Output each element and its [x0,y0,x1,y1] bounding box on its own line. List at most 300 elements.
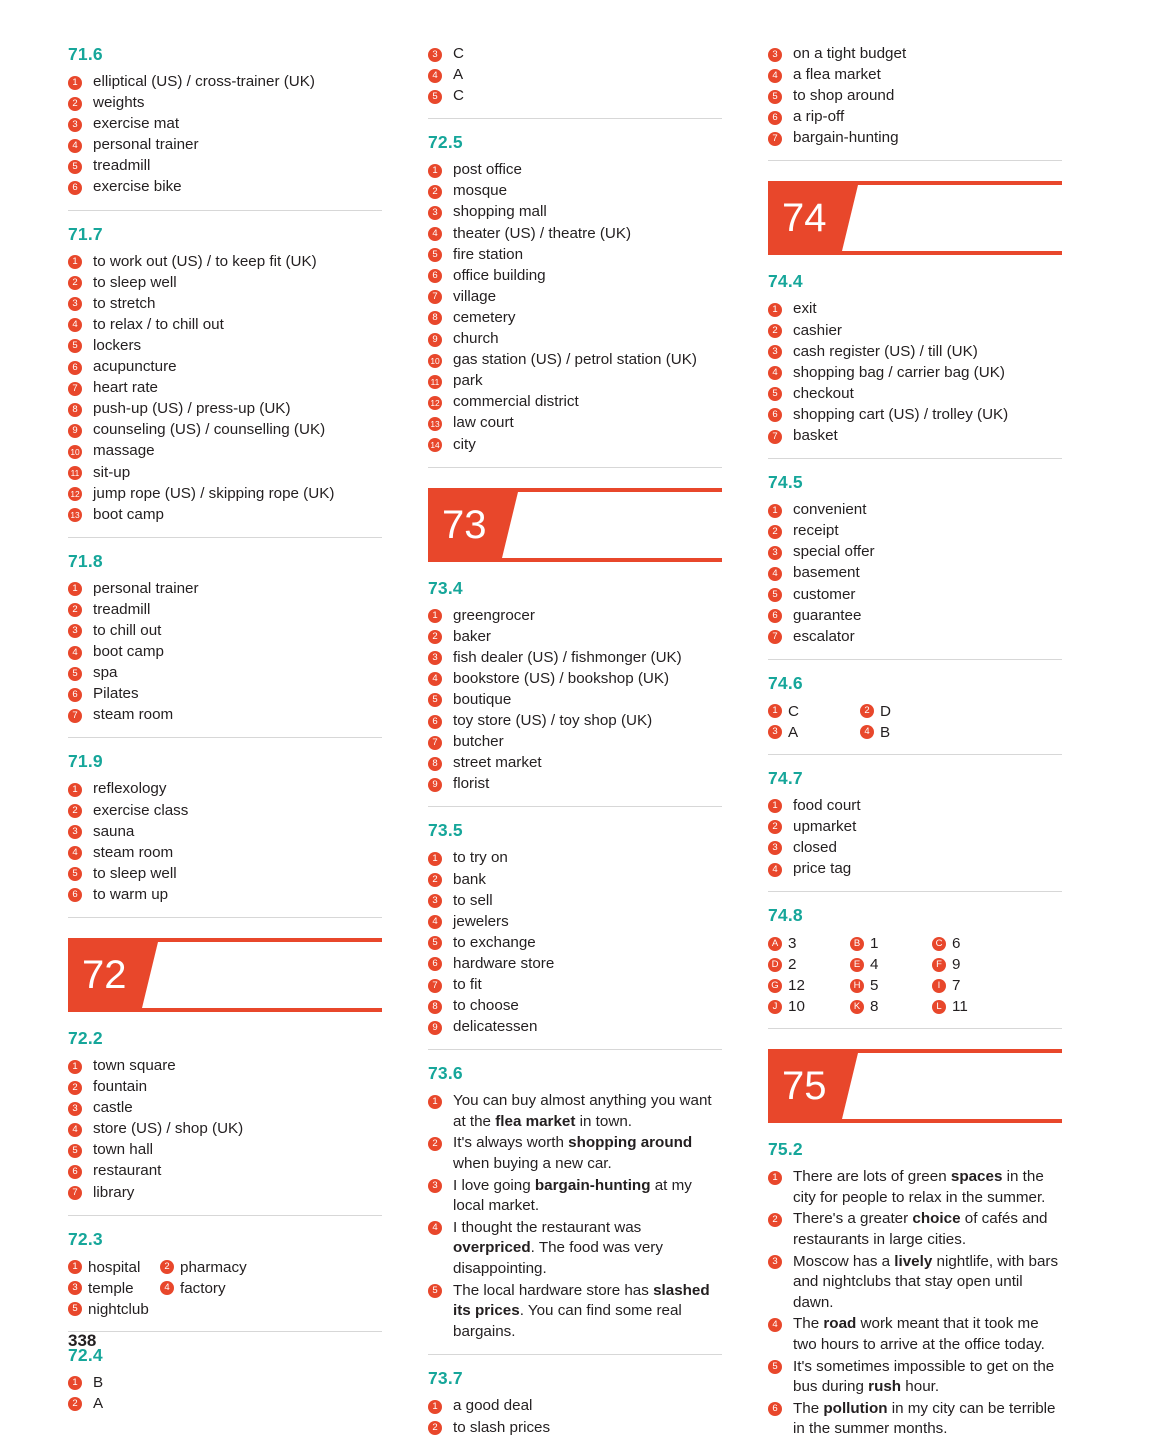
section-title: 74.7 [768,767,803,788]
answer-item [428,181,722,202]
answer-text: nightlife, with bars and nightclubs that stay open until dawn. [793,1252,1059,1311]
item-number-badge: 1 [68,1376,82,1390]
answer-text: Pilates [93,685,139,703]
answer-item [68,822,382,843]
item-number-badge: 12 [428,396,442,410]
answer-item [768,933,832,954]
answer-text: treadmill [93,157,151,175]
answer-list [68,72,382,198]
answer-item [68,1257,142,1278]
answer-sentence [768,1357,1062,1398]
item-number-badge: 4 [428,915,442,929]
answer-item [768,954,832,975]
answer-text: checkout [793,384,854,402]
banner-wedge [842,1053,858,1119]
item-number-badge: 7 [768,132,782,146]
item-number-badge: 1 [768,704,782,718]
answer-item [768,722,842,743]
answer-text: A [788,723,799,741]
section-title: 72.2 [68,1028,103,1048]
answer-item [428,648,722,669]
item-number-badge: 3 [68,1102,82,1116]
answer-text: D [880,702,891,720]
banner-bottom-bar [768,251,1062,255]
item-number-badge: 3 [768,725,782,739]
answer-item [768,384,1062,405]
item-number-badge: 7 [768,430,782,444]
answer-item [428,933,722,954]
answer-text: toy store (US) / toy shop (UK) [453,712,653,730]
section-title: 72.5 [428,132,463,153]
item-number-badge: 3 [768,1255,782,1269]
answer-text: 4 [870,956,879,974]
item-number-badge: 5 [68,1144,82,1158]
answer-item [428,413,722,434]
answer-text: There are lots of green [793,1168,951,1186]
answer-text: price tag [793,860,852,878]
answer-text: exercise class [93,801,189,819]
answer-row [68,1299,382,1320]
answer-text: basement [793,564,860,582]
answer-text: at my local market. [453,1176,692,1215]
item-number-badge: 5 [428,936,442,950]
answer-keyword: road [823,1315,857,1333]
item-number-badge: 1 [768,799,782,813]
answer-text: 10 [788,998,805,1016]
answer-item [768,321,1062,342]
item-number-badge: 4 [68,846,82,860]
answer-text: to stretch [93,294,156,312]
answer-item [68,1119,382,1140]
answer-text: village [453,287,497,305]
section-title: 71.8 [68,550,103,571]
item-number-badge: 2 [68,603,82,617]
item-number-badge: 5 [768,588,782,602]
answer-text: It's sometimes impossible to get on the bus during [793,1357,1055,1396]
answer-text: delicatessen [453,1018,538,1036]
answer-list [768,299,1062,446]
answer-item [428,1418,722,1439]
page-number: 338 [68,1331,97,1350]
answer-keyword: bargain-hunting [534,1176,651,1194]
answer-text: gas station (US) / petrol station (UK) [453,351,697,369]
item-number-badge: 8 [428,311,442,325]
answer-text: It's always worth [453,1134,569,1152]
answer-text: town hall [93,1141,153,1159]
item-number-badge: 7 [68,709,82,723]
unit-number: 73 [442,502,487,547]
item-number-badge: 5 [768,1360,782,1374]
banner-wedge [842,185,858,251]
answer-item [68,1299,149,1320]
answer-text: spa [93,664,118,682]
item-number-badge: 13 [68,508,82,522]
answer-text: food court [793,796,861,814]
item-number-badge: 5 [68,339,82,353]
answer-text: commercial district [453,393,579,411]
answer-list [768,500,1062,647]
answer-text: There's a greater [793,1210,913,1228]
item-number-badge: 3 [68,624,82,638]
answer-sentence [428,1281,722,1343]
banner-wedge [142,942,158,1008]
answer-item [68,72,382,93]
answer-item [428,669,722,690]
unit-number: 75 [782,1064,827,1109]
item-number-badge: 1 [428,852,442,866]
answer-list [68,779,382,905]
item-number-badge: 2 [860,704,874,718]
answer-text: church [453,330,499,348]
answer-text: to choose [453,997,519,1015]
section-72.4-cont [428,44,722,119]
answer-text: to slash prices [453,1418,551,1436]
answer-text: escalator [793,627,855,645]
answer-text: nightclub [88,1300,149,1318]
answer-text: to chill out [93,621,162,639]
section-71.9 [68,751,382,918]
answer-item [428,371,722,392]
item-number-badge: 4 [768,863,782,877]
item-number-badge: 1 [68,582,82,596]
answer-text: 9 [952,956,961,974]
item-number-badge: 5 [68,160,82,174]
answer-row [68,1278,382,1299]
item-number-badge: K [850,1000,864,1014]
column-3 [746,44,1086,1438]
item-number-badge: D [768,958,782,972]
item-number-badge: E [850,958,864,972]
answer-text: A [93,1394,104,1412]
item-number-badge: 6 [428,957,442,971]
answer-text: Moscow has a [793,1252,895,1270]
answer-item [428,435,722,456]
answer-item [428,160,722,181]
answer-text: hardware store [453,954,555,972]
answer-text: hospital [88,1258,141,1276]
item-number-badge: 1 [428,164,442,178]
answer-text: jump rope (US) / skipping rope (UK) [93,484,335,502]
answer-item [768,701,842,722]
section-74.8 [768,905,1062,1029]
answer-item [768,65,1062,86]
item-number-badge: 9 [428,778,442,792]
answer-text: reflexology [93,780,167,798]
answer-text: shopping cart (US) / trolley (UK) [793,405,1009,423]
item-number-badge: 5 [68,1302,82,1316]
item-number-badge: 4 [68,139,82,153]
section-73.6 [428,1063,722,1355]
item-number-badge: 1 [68,76,82,90]
item-number-badge: 13 [428,417,442,431]
answer-text: C [453,87,464,105]
answer-text: 1 [870,935,879,953]
answer-keyword: shopping around [568,1134,693,1152]
answer-text: fish dealer (US) / fishmonger (UK) [453,648,682,666]
item-number-badge: 7 [428,736,442,750]
answer-item [768,500,1062,521]
item-number-badge: 10 [68,445,82,459]
answer-text: sit-up [93,463,131,481]
answer-text: street market [453,754,542,772]
answer-item [428,870,722,891]
answer-text: to work out (US) / to keep fit (UK) [93,252,317,270]
section-title: 72.3 [68,1228,103,1249]
answer-row [768,701,1062,722]
answer-item [68,1077,382,1098]
item-number-badge: 4 [860,725,874,739]
answer-item [68,1278,142,1299]
answer-text: basket [793,427,838,445]
answer-item [850,933,914,954]
item-number-badge: 6 [768,408,782,422]
section-74.4 [768,271,1062,459]
item-number-badge: 2 [68,804,82,818]
answer-item [68,463,382,484]
answer-text: exercise bike [93,178,182,196]
item-number-badge: B [850,937,864,951]
item-number-badge: 7 [768,630,782,644]
answer-text: boutique [453,690,512,708]
answer-item [68,1394,382,1415]
item-number-badge: 6 [428,715,442,729]
section-title: 73.6 [428,1063,463,1084]
answer-text: factory [180,1279,226,1297]
answer-text: to shop around [793,87,895,105]
item-number-badge: 1 [68,783,82,797]
answer-item [428,44,722,65]
section-71.8 [68,551,382,739]
answer-text: The [793,1315,824,1333]
answer-text: customer [793,585,856,603]
unit-banner [768,181,1062,255]
answer-list [428,848,722,1037]
answer-text: on a tight budget [793,45,907,62]
section-title: 71.7 [68,223,103,244]
answer-text: of cafés and restaurants in large cities. [793,1210,1048,1248]
section-72.2 [68,1028,382,1216]
answer-text: fountain [93,1078,148,1096]
answer-text: to warm up [93,885,169,903]
answer-text: fire station [453,245,524,263]
section-71.6 [68,44,382,211]
item-number-badge: 4 [428,227,442,241]
answer-text: upmarket [793,817,857,835]
item-number-badge: 4 [428,1221,442,1235]
item-number-badge: 3 [68,297,82,311]
item-number-badge: F [932,958,946,972]
section-73.5 [428,820,722,1050]
answer-text: B [93,1373,104,1391]
answer-keyword: slashed its prices [453,1281,710,1320]
item-number-badge: 4 [428,672,442,686]
answer-text: special offer [793,543,875,561]
item-number-badge: 4 [428,69,442,83]
answer-row [68,1257,382,1278]
answer-sentence [768,1252,1062,1314]
section-72.5 [428,132,722,467]
item-number-badge: 6 [68,888,82,902]
answer-sentence [428,1218,722,1280]
item-number-badge: 8 [428,757,442,771]
answer-text: 8 [870,998,879,1016]
answer-item [68,252,382,273]
answer-item [428,627,722,648]
item-number-badge: 3 [428,48,442,62]
answer-item [428,732,722,753]
item-number-badge: 1 [768,504,782,518]
answer-item [768,426,1062,447]
answer-item [768,838,1062,859]
answer-item [932,933,996,954]
answer-text: steam room [93,706,174,724]
answer-item [428,848,722,869]
answer-item [428,996,722,1017]
section-title: 73.4 [428,577,463,598]
item-number-badge: 3 [68,118,82,132]
answer-text: 5 [870,977,879,995]
item-number-badge: 10 [428,354,442,368]
unit-number: 74 [782,196,827,241]
answer-item [428,753,722,774]
answer-item [768,796,1062,817]
answer-list [68,579,382,726]
answer-text: shopping bag / carrier bag (UK) [793,363,1005,381]
section-title: 74.5 [768,472,803,493]
answer-item [68,135,382,156]
item-number-badge: 5 [428,693,442,707]
answer-text: guarantee [793,606,862,624]
answer-text: a rip-off [793,108,845,126]
item-number-badge: 2 [768,324,782,338]
answer-text: 12 [788,977,805,995]
answer-text: acupuncture [93,358,177,376]
section-title: 74.6 [768,672,803,693]
answer-list [428,1396,722,1438]
answer-text: bargain-hunting [793,129,899,147]
answer-item [68,378,382,399]
answer-text: The local hardware store has [453,1281,654,1299]
section-72.4 [68,1345,382,1426]
answer-text: steam room [93,843,174,861]
item-number-badge: 3 [768,345,782,359]
answer-list [428,606,722,795]
answer-item [428,606,722,627]
answer-text: library [93,1183,135,1201]
answer-text: lockers [93,336,142,354]
item-number-badge: 2 [428,873,442,887]
answer-text: sauna [93,822,135,840]
answer-text: cashier [793,321,842,339]
answer-item [68,93,382,114]
item-number-badge: 4 [160,1281,174,1295]
item-number-badge: 2 [768,820,782,834]
answer-row [768,933,1062,954]
answer-sentence [768,1314,1062,1355]
section-title: 74.4 [768,271,803,292]
item-number-badge: 6 [428,269,442,283]
item-number-badge: 6 [68,181,82,195]
answer-text: to sleep well [93,273,177,291]
answer-keyword: choice [912,1210,961,1228]
answer-text: A [453,66,464,84]
answer-item [68,177,382,198]
item-number-badge: 4 [768,1318,782,1332]
item-number-badge: 4 [768,567,782,581]
item-number-badge: 5 [428,90,442,104]
item-number-badge: 6 [768,609,782,623]
answer-item [768,342,1062,363]
answer-item [68,1140,382,1161]
answer-text: boot camp [93,505,164,523]
answer-item [768,128,1062,149]
item-number-badge: H [850,979,864,993]
answer-item [68,864,382,885]
column-2 [406,44,746,1436]
section-title: 74.8 [768,905,803,926]
answer-item [768,44,1062,65]
answer-item [768,299,1062,320]
item-number-badge: 2 [68,1081,82,1095]
item-number-badge: 3 [428,651,442,665]
section-title: 71.6 [68,44,103,64]
answer-item [428,690,722,711]
answer-item [428,329,722,350]
answer-text: bank [453,870,486,888]
answer-row [768,722,1062,743]
answer-item [68,1373,382,1394]
item-number-badge: 4 [68,1123,82,1137]
item-number-badge: 7 [68,382,82,396]
item-number-badge: 2 [160,1260,174,1274]
answer-text: push-up (US) / press-up (UK) [93,400,291,418]
section-71.7 [68,224,382,538]
item-number-badge: 12 [68,487,82,501]
answer-item [428,711,722,732]
answer-text: 11 [952,998,968,1016]
section-74.6 [768,673,1062,755]
item-number-badge: J [768,1000,782,1014]
answer-item [428,954,722,975]
item-number-badge: 3 [428,894,442,908]
item-number-badge: 2 [428,185,442,199]
answer-text: personal trainer [93,136,199,154]
answer-item [768,975,832,996]
item-number-badge: 2 [68,276,82,290]
answer-text: jewelers [453,912,509,930]
section-title: 75.2 [768,1139,803,1160]
answer-text: receipt [793,522,839,540]
answer-text: The [793,1399,824,1417]
answer-item [850,954,914,975]
unit-banner [428,488,722,562]
answer-item [428,774,722,795]
answer-text: bookstore (US) / bookshop (UK) [453,669,670,687]
item-number-badge: 3 [768,546,782,560]
item-number-badge: 1 [428,609,442,623]
section-title: 72.4 [68,1344,103,1365]
answer-keyword: spaces [950,1168,1003,1186]
answer-item [850,975,914,996]
answer-item [428,350,722,371]
answer-item [68,885,382,906]
answer-item [428,392,722,413]
answer-item [860,722,934,743]
answer-text: law court [453,414,514,432]
answer-list [68,1056,382,1203]
answer-list [768,44,1062,149]
item-number-badge: 4 [68,646,82,660]
